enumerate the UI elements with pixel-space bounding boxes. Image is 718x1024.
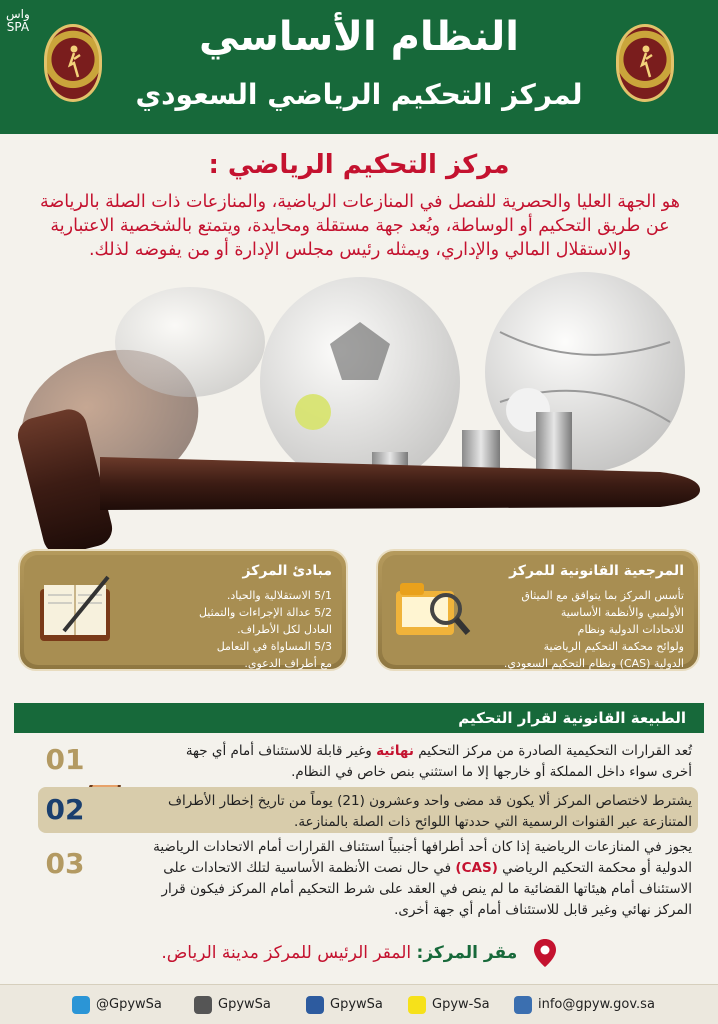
page-subtitle: لمركز التحكيم الرياضي السعودي — [135, 78, 583, 111]
decision-section-title: الطبيعة القانونية لقرار التحكيم — [14, 703, 704, 733]
legal-reference-text: تأسس المركز بما يتوافق مع الميثاق الأولمبي والأنظمة الأساسية للاتحادات الدولية ونظام ولوائح محكمة التحكيم الرياضية الدولية (CAS) ونظام التحكيم السعودي. — [503, 589, 684, 670]
decision-item-number: 03 — [45, 847, 85, 880]
snapchat-icon — [408, 996, 426, 1014]
decision-item-text: يشترط لاختصاص المركز ألا يكون قد مضى واحد وعشرون (21) يوماً من تاريخ إخطار الأطراف المتنازعة عبر القنوات الرسمية التي حددتها اللوائح ذات الصلة بالمنازعة. — [168, 793, 692, 830]
legal-reference-title: المرجعية القانونية للمركز — [509, 563, 684, 579]
twitter-link[interactable]: @GpywSa — [72, 995, 162, 1015]
instagram-icon — [194, 996, 212, 1014]
principles-text: 5/1 الاستقلالية والحياد. 5/2 عدالة الإجراءات والتمثيل العادل لكل الأطراف. 5/3 المساواة في التعامل مع أطراف الدعوى. — [198, 589, 332, 670]
email-icon — [514, 996, 532, 1014]
book-pen-icon — [34, 571, 118, 651]
decision-item-number: 01 — [45, 743, 85, 776]
decision-item-number: 02 — [45, 793, 85, 826]
footer — [0, 984, 718, 1024]
instagram-link[interactable]: GpywSa — [194, 995, 271, 1015]
sports-gavel-illustration — [0, 262, 718, 562]
decision-item-text: تُعد القرارات التحكيمية الصادرة من مركز التحكيم نهائية وغير قابلة للاستئناف أمام أي جهة أخرى سواء داخل المملكة أو خارجها إلا ما استثني بنص خاص في النظام. — [185, 743, 692, 780]
intro-text: هو الجهة العليا والحصرية للفصل في المنازعات الرياضية، والمنازعات ذات الصلة بالرياضة عن طريق التحكيم أو الوساطة، ويُعد جهة مستقلة ومحايدة، ويتمتع بالشخصية الاعتبارية والاستقلال المالي والإداري، ويمثله رئيس مجلس الإدارة أو من يفوضه لذلك. — [39, 192, 681, 260]
email-link[interactable]: info@gpyw.gov.sa — [514, 995, 655, 1015]
headquarters — [0, 938, 718, 968]
facebook-link[interactable]: GpywSa — [306, 995, 383, 1015]
legal-reference-card — [376, 549, 700, 671]
principles-card — [18, 549, 348, 671]
folder-magnifier-icon — [392, 577, 472, 647]
twitter-icon — [72, 996, 90, 1014]
decision-item-3 — [38, 833, 698, 921]
decision-item-1 — [38, 737, 698, 785]
header-banner — [0, 0, 718, 134]
facebook-icon — [306, 996, 324, 1014]
decision-item-2 — [38, 787, 698, 833]
decision-item-text: يجوز في المنازعات الرياضية إذا كان أحد أطرافها أجنبياً استئناف القرارات أمام الاتحادات الرياضية الدولية أو محكمة التحكيم الرياضي (CAS) في حال نصت الأنظمة الأساسية لتلك الاتحادات على الاستئناف أمام هيئاتها القضائية ما لم ينص في العقد على شرط التحكيم أمام المركز فيكون قرار المركز نهائي وغير قابل للاستئناف أمام أي جهة أخرى. — [153, 839, 692, 918]
snapchat-link[interactable]: Gpyw-Sa — [408, 995, 490, 1015]
headquarters-label: مقر المركز: — [416, 943, 518, 963]
location-pin-icon — [533, 938, 557, 968]
intro-heading: مركز التحكيم الرياضي : — [208, 150, 510, 180]
page-title: النظام الأساسي — [199, 14, 519, 60]
spa-logo: واس SPA — [6, 7, 30, 34]
principles-title: مبادئ المركز — [242, 563, 332, 579]
headquarters-value: المقر الرئيس للمركز مدينة الرياض. — [161, 943, 412, 963]
